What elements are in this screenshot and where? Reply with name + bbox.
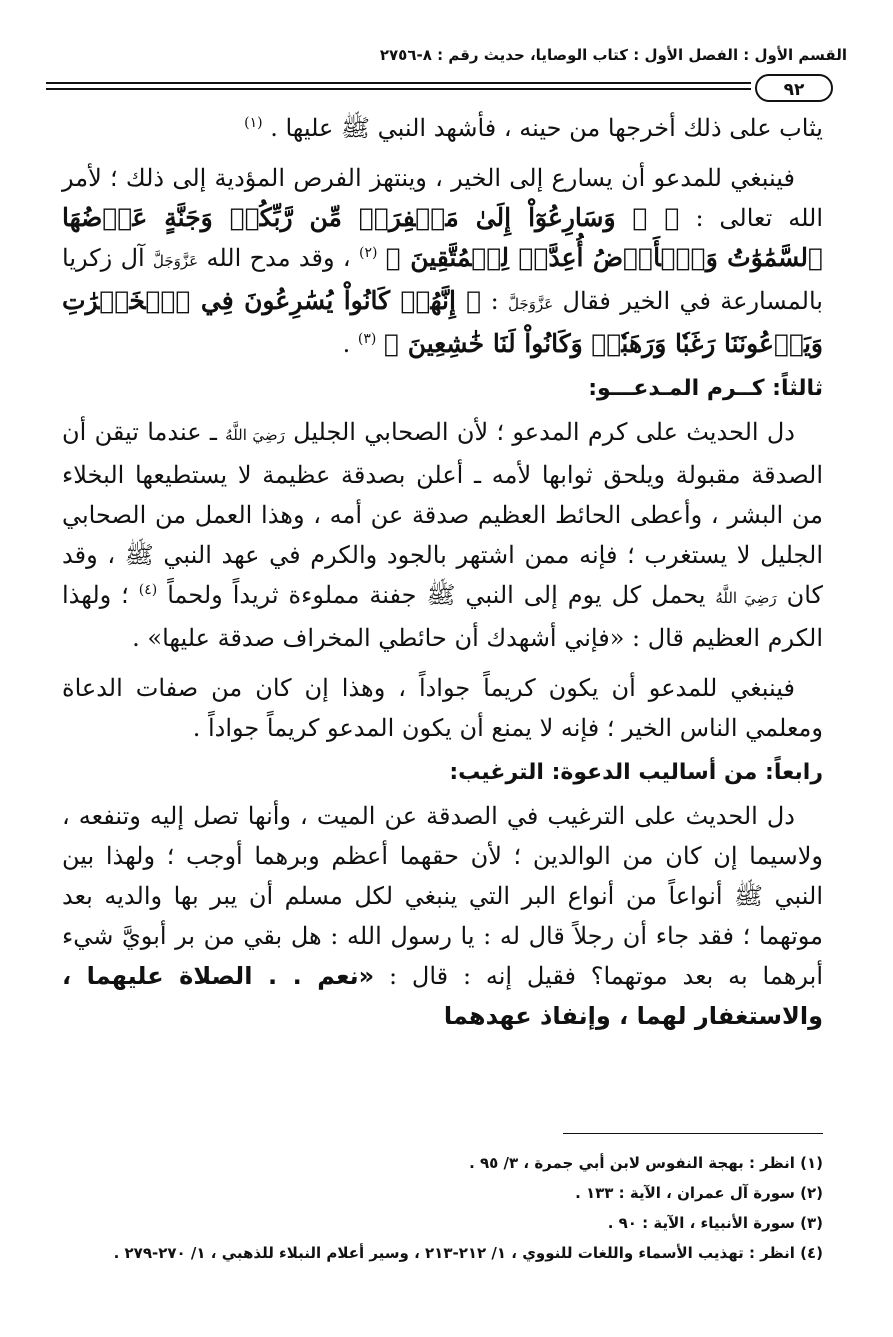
paragraph-text: . bbox=[342, 330, 351, 358]
paragraph-text: ؛ ولهذا الكرم العظيم قال : «فإني أشهدك أن حائطي المخراف صدقة عليها» . bbox=[62, 581, 823, 652]
footnote-ref: (١) bbox=[244, 115, 263, 131]
paragraph-4: فينبغي للمدعو أن يكون كريماً جواداً ، وهذا إن كان من صفات الدعاة ومعلمي الناس الخير ؛ فإنه لا يمنع أن يكون المدعو كريماً جواداً . bbox=[62, 674, 823, 742]
paragraph-text: دل الحديث على الترغيب في الصدقة عن الميت ، وأنها تصل إليه وتنفعه ، ولاسيما إن كان من الوالدين ؛ لأن حقهما أعظم وبرهما أوجب ؛ ولهذا بين النبي ﷺ أنواعاً من أنواع البر التي ينبغي لكل مسلم أن يبر بها والديه بعد موتهما ؛ فقد جاء أن رجلاً قال له : يا رسول الله : هل بقي من بر أبويَّ شيء أبرهما به بعد موتهما؟ فقيل إنه : قال : bbox=[62, 802, 823, 990]
spacer bbox=[62, 148, 823, 158]
footnote-ref: (٣) bbox=[357, 331, 377, 347]
running-header: القسم الأول : الفصل الأول : كتاب الوصايا، حديث رقم : ٨-٢٧٥٦ bbox=[379, 46, 847, 64]
footnote: (٢) سورة آل عمران ، الآية : ١٣٣ . bbox=[575, 1184, 823, 1202]
footnote: (٣) سورة الأنبياء ، الآية : ٩٠ . bbox=[607, 1214, 823, 1232]
section-heading: رابعاً: من أساليب الدعوة: الترغيب: bbox=[449, 760, 823, 785]
honorific: عَزَّوَجَلَّ bbox=[153, 252, 199, 270]
footnotes bbox=[62, 1148, 823, 1268]
paragraph-3 bbox=[62, 412, 823, 658]
footnote-ref: (٤) bbox=[138, 582, 158, 598]
honorific: عَزَّوَجَلَّ bbox=[508, 295, 554, 313]
honorific: رَضِيَ اللَّهُ bbox=[715, 589, 777, 607]
paragraph-text: ، وقد مدح الله bbox=[206, 244, 351, 272]
section-heading: ثالثاً: كــرم المـدعـــو: bbox=[588, 376, 823, 401]
paragraph-text: دل الحديث على كرم المدعو ؛ لأن الصحابي الجليل bbox=[293, 418, 795, 446]
header-rule-line bbox=[46, 88, 751, 90]
page-number: ٩٢ bbox=[755, 74, 833, 102]
paragraph-text: فينبغي للمدعو أن يسارع إلى الخير ، وينتهز الفرص المؤدية إلى ذلك ؛ لأمر الله تعالى : bbox=[62, 164, 823, 232]
quran-verse: ﴿ إِنَّهُمۡ كَانُواْ يُسَٰرِعُونَ فِي ٱلۡخَيۡرَٰتِ وَيَدۡعُونَنَا رَغَبٗا وَرَهَبٗاۖ وَكَانُواْ لَنَا خَٰشِعِينَ ﴾ bbox=[62, 286, 823, 358]
paragraph-text: يثاب على ذلك أخرجها من حينه ، فأشهد النبي ﷺ عليها . bbox=[270, 114, 823, 142]
quran-verse: ﴿ ۞ وَسَارِعُوٓاْ إِلَىٰ مَغۡفِرَةٖ مِّن رَّبِّكُمۡ وَجَنَّةٍ عَرۡضُهَا ٱلسَّمَٰوَٰتُ وَٱلۡأَرۡضُ أُعِدَّتۡ لِلۡمُتَّقِينَ ﴾ bbox=[62, 203, 823, 272]
footnote-ref: (٢) bbox=[358, 245, 378, 261]
paragraph-2 bbox=[62, 158, 823, 364]
paragraph-text: : bbox=[490, 287, 499, 315]
footnote-separator bbox=[563, 1133, 823, 1134]
paragraph-text: يحمل كل يوم إلى النبي ﷺ جفنة مملوءة ثريداً ولحماً bbox=[167, 581, 706, 609]
spacer bbox=[62, 658, 823, 668]
paragraph-1 bbox=[62, 108, 823, 148]
header-rule-line bbox=[46, 82, 751, 84]
hadith-quote: «نعم . . الصلاة عليهما ، والاستغفار لهما ، وإنفاذ عهدهما bbox=[62, 962, 823, 1030]
footnote: (٤) انظر : تهذيب الأسماء واللغات للنووي ، ١/ ٢١٢-٢١٣ ، وسير أعلام النبلاء للذهبي ، ١/ ٢٧٠-٢٧٩ . bbox=[113, 1244, 823, 1262]
paragraph-5 bbox=[62, 796, 823, 1036]
honorific: رَضِيَ اللَّهُ bbox=[225, 426, 285, 444]
main-text bbox=[62, 108, 823, 1036]
header-rule bbox=[46, 74, 751, 82]
paragraph-text: آل زكريا بالمسارعة في الخير فقال bbox=[62, 244, 823, 315]
footnote: (١) انظر : بهجة النفوس لابن أبي جمرة ، ٣/ ٩٥ . bbox=[469, 1154, 823, 1172]
paragraph-text: ـ عندما تيقن أن الصدقة مقبولة ويلحق ثوابها لأمه ـ أعلن بصدقة عظيمة لا يستطيعها البخلاء من البشر ، وأعطى الحائط العظيم صدقة عن أمه ، وهذا العمل من الصحابي الجليل لا يستغرب ؛ فإنه ممن اشتهر بالجود والكرم في عهد النبي ﷺ ، وقد كان bbox=[62, 418, 824, 609]
